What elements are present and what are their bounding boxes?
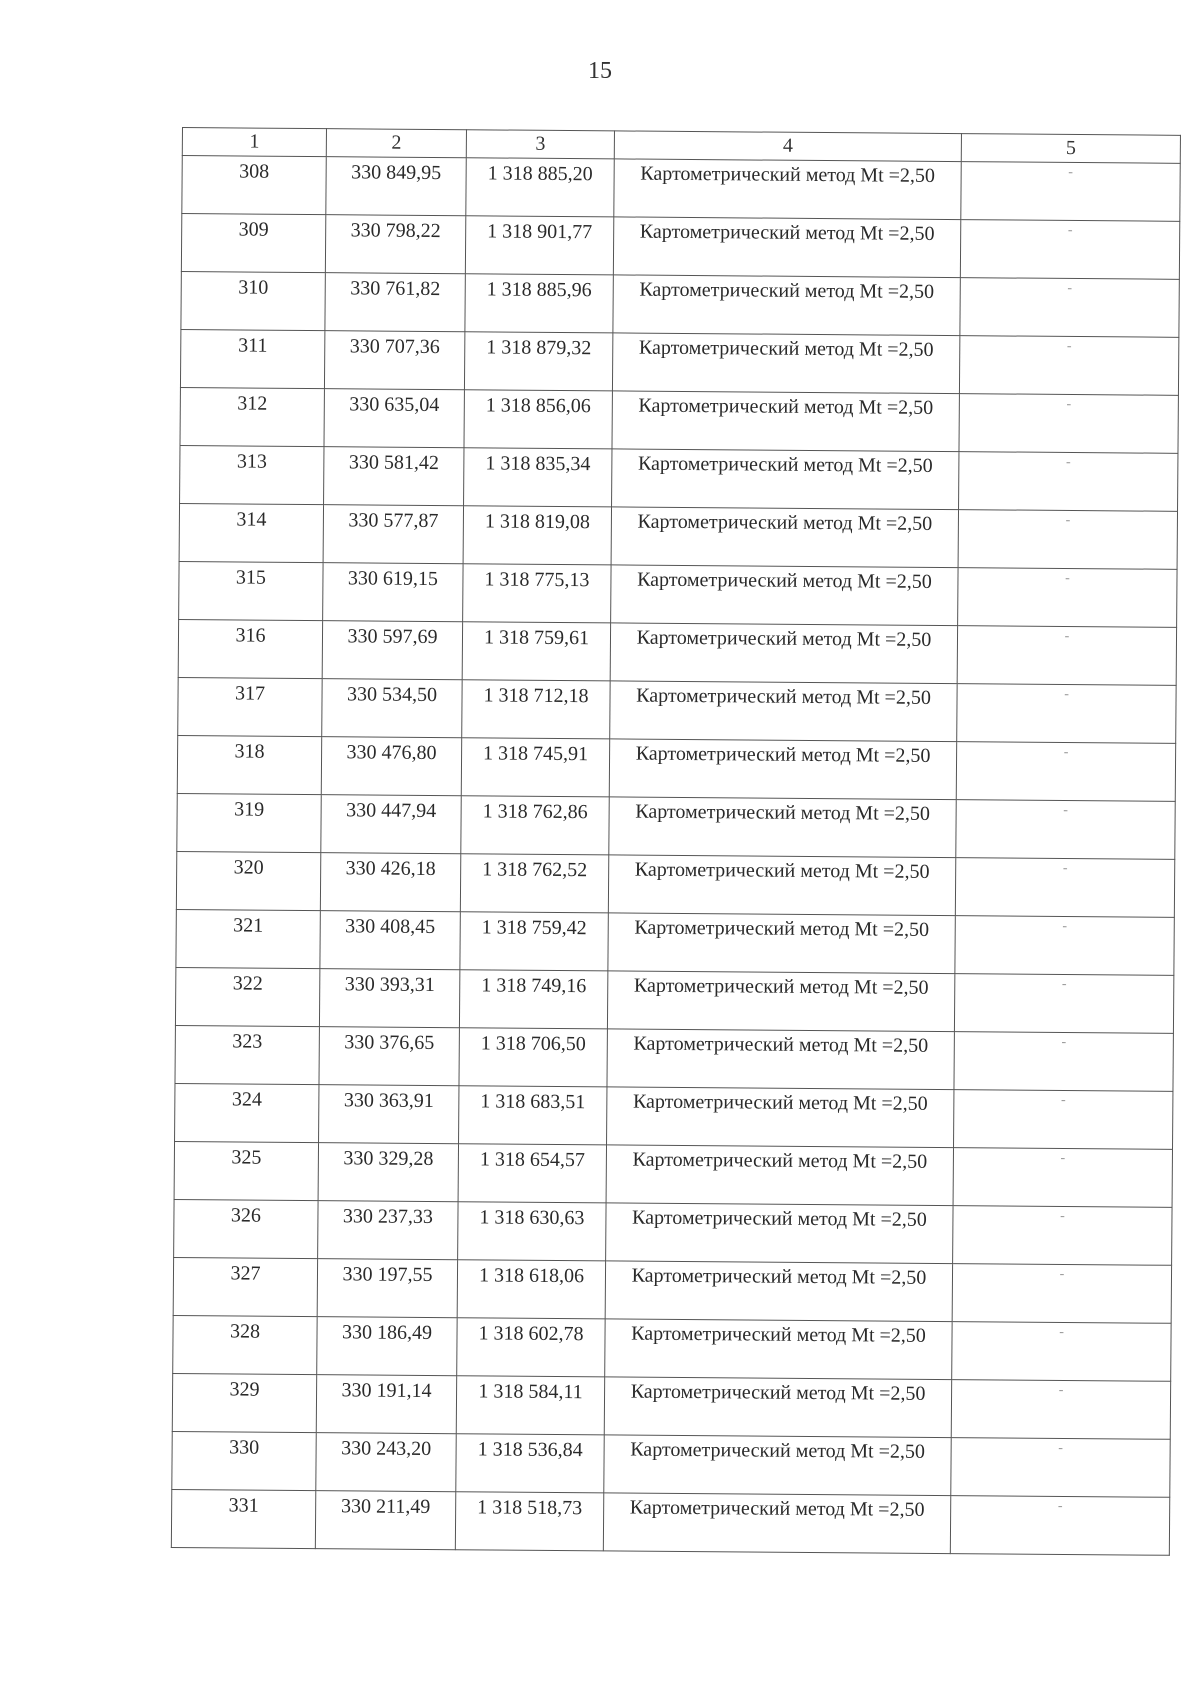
point-number-cell: 316 [178,619,322,678]
point-number-cell: 313 [180,445,324,504]
method-cell: Картометрический метод Mt =2,50 [607,1029,954,1090]
point-number-cell: 327 [173,1257,317,1316]
note-cell: - [960,220,1179,280]
table-row [182,156,1180,222]
y-coordinate-cell: 1 318 762,86 [461,796,609,855]
table-row [177,735,1175,801]
y-coordinate-cell: 1 318 683,51 [459,1086,607,1145]
x-coordinate-cell: 330 619,15 [323,563,463,622]
y-coordinate-cell: 1 318 759,42 [460,912,608,971]
column-header-4: 4 [614,131,961,162]
note-cell: - [954,1032,1173,1092]
x-coordinate-cell: 330 191,14 [316,1375,456,1434]
note-cell: - [960,278,1179,338]
y-coordinate-cell: 1 318 901,77 [465,216,613,275]
x-coordinate-cell: 330 635,04 [324,389,464,448]
point-number-cell: 328 [173,1315,317,1374]
method-cell: Картометрический метод Mt =2,50 [607,1087,954,1148]
table-row [181,214,1179,280]
method-cell: Картометрический метод Mt =2,50 [610,623,957,684]
x-coordinate-cell: 330 197,55 [317,1259,457,1318]
y-coordinate-cell: 1 318 745,91 [461,738,609,797]
table-row [176,909,1174,975]
x-coordinate-cell: 330 476,80 [321,737,461,796]
x-coordinate-cell: 330 761,82 [325,273,465,332]
table-row [175,967,1173,1033]
note-cell: - [959,452,1178,512]
x-coordinate-cell: 330 237,33 [318,1201,458,1260]
point-number-cell: 310 [181,271,325,330]
note-cell: - [954,1090,1173,1150]
note-cell: - [959,394,1178,454]
x-coordinate-cell: 330 581,42 [324,447,464,506]
table-row [172,1373,1170,1439]
note-cell: - [959,336,1178,396]
x-coordinate-cell: 330 408,45 [320,911,460,970]
table-row [175,1083,1173,1149]
point-number-cell: 322 [175,967,319,1026]
y-coordinate-cell: 1 318 885,96 [465,274,613,333]
x-coordinate-cell: 330 426,18 [320,853,460,912]
table-row [179,561,1177,627]
x-coordinate-cell: 330 447,94 [321,795,461,854]
y-coordinate-cell: 1 318 630,63 [458,1202,606,1261]
point-number-cell: 309 [181,214,325,273]
table-row [171,1489,1169,1555]
y-coordinate-cell: 1 318 712,18 [462,680,610,739]
y-coordinate-cell: 1 318 536,84 [456,1434,604,1493]
point-number-cell: 308 [182,156,326,215]
x-coordinate-cell: 330 211,49 [315,1491,455,1550]
method-cell: Картометрический метод Mt =2,50 [612,391,959,452]
x-coordinate-cell: 330 186,49 [317,1317,457,1376]
page-number: 15 [588,58,612,84]
x-coordinate-cell: 330 363,91 [319,1085,459,1144]
note-cell: - [956,742,1175,802]
y-coordinate-cell: 1 318 518,73 [455,1492,603,1551]
point-number-cell: 331 [171,1489,315,1548]
y-coordinate-cell: 1 318 759,61 [462,622,610,681]
method-cell: Картометрический метод Mt =2,50 [604,1435,951,1496]
method-cell: Картометрический метод Mt =2,50 [609,739,956,800]
y-coordinate-cell: 1 318 762,52 [460,854,608,913]
method-cell: Картометрический метод Mt =2,50 [608,855,955,916]
note-cell: - [961,162,1180,222]
column-header-3: 3 [466,130,614,159]
method-cell: Картометрический метод Mt =2,50 [606,1203,953,1264]
point-number-cell: 323 [175,1025,319,1084]
point-number-cell: 314 [179,503,323,562]
method-cell: Картометрический метод Mt =2,50 [603,1493,950,1554]
point-number-cell: 311 [180,329,324,388]
x-coordinate-cell: 330 393,31 [319,969,459,1028]
y-coordinate-cell: 1 318 706,50 [459,1028,607,1087]
table-row [179,503,1177,569]
table-row [173,1315,1171,1381]
note-cell: - [958,568,1177,628]
x-coordinate-cell: 330 534,50 [322,679,462,738]
table-row [180,329,1178,395]
note-cell: - [955,916,1174,976]
method-cell: Картометрический метод Mt =2,50 [612,333,959,394]
y-coordinate-cell: 1 318 885,20 [466,158,614,217]
x-coordinate-cell: 330 577,87 [323,505,463,564]
method-cell: Картометрический метод Mt =2,50 [613,217,960,278]
table-row [174,1141,1172,1207]
table-row [173,1257,1171,1323]
note-cell: - [954,974,1173,1034]
method-cell: Картометрический метод Mt =2,50 [609,797,956,858]
x-coordinate-cell: 330 707,36 [324,331,464,390]
y-coordinate-cell: 1 318 775,13 [463,564,611,623]
table-row [176,851,1174,917]
table-row [180,445,1178,511]
method-cell: Картометрический метод Mt =2,50 [605,1261,952,1322]
column-header-5: 5 [961,134,1180,164]
method-cell: Картометрический метод Mt =2,50 [605,1319,952,1380]
point-number-cell: 325 [174,1141,318,1200]
note-cell: - [952,1264,1171,1324]
point-number-cell: 319 [177,793,321,852]
method-cell: Картометрический метод Mt =2,50 [606,1145,953,1206]
point-number-cell: 324 [175,1083,319,1142]
table-row [177,793,1175,859]
method-cell: Картометрический метод Mt =2,50 [608,913,955,974]
method-cell: Картометрический метод Mt =2,50 [610,681,957,742]
table-body [171,156,1180,1556]
point-number-cell: 315 [179,561,323,620]
method-cell: Картометрический метод Mt =2,50 [614,159,961,220]
x-coordinate-cell: 330 597,69 [322,621,462,680]
note-cell: - [953,1206,1172,1266]
x-coordinate-cell: 330 798,22 [325,215,465,274]
method-cell: Картометрический метод Mt =2,50 [607,971,954,1032]
point-number-cell: 320 [176,851,320,910]
y-coordinate-cell: 1 318 819,08 [463,506,611,565]
table-row [174,1199,1172,1265]
table-row [172,1431,1170,1497]
note-cell: - [956,800,1175,860]
column-header-1: 1 [182,128,326,157]
point-number-cell: 329 [172,1373,316,1432]
point-number-cell: 330 [172,1431,316,1490]
table-row [175,1025,1173,1091]
note-cell: - [953,1148,1172,1208]
y-coordinate-cell: 1 318 618,06 [457,1260,605,1319]
note-cell: - [955,858,1174,918]
x-coordinate-cell: 330 329,28 [318,1143,458,1202]
coordinates-table [171,127,1181,1556]
table-row [181,271,1179,337]
note-cell: - [951,1380,1170,1440]
method-cell: Картометрический метод Mt =2,50 [613,275,960,336]
table-row [180,387,1178,453]
method-cell: Картометрический метод Mt =2,50 [611,565,958,626]
x-coordinate-cell: 330 376,65 [319,1027,459,1086]
y-coordinate-cell: 1 318 856,06 [464,390,612,449]
method-cell: Картометрический метод Mt =2,50 [611,507,958,568]
note-cell: - [950,1496,1169,1556]
table-row [178,619,1176,685]
note-cell: - [958,510,1177,570]
note-cell: - [957,626,1176,686]
point-number-cell: 326 [174,1199,318,1258]
y-coordinate-cell: 1 318 749,16 [459,970,607,1029]
x-coordinate-cell: 330 849,95 [326,157,466,216]
y-coordinate-cell: 1 318 584,11 [456,1376,604,1435]
point-number-cell: 318 [177,735,321,794]
y-coordinate-cell: 1 318 654,57 [458,1144,606,1203]
y-coordinate-cell: 1 318 602,78 [457,1318,605,1377]
coordinates-table-container [171,127,1180,1556]
column-header-2: 2 [326,129,466,158]
note-cell: - [957,684,1176,744]
table-row [178,677,1176,743]
y-coordinate-cell: 1 318 879,32 [464,332,612,391]
point-number-cell: 312 [180,387,324,446]
x-coordinate-cell: 330 243,20 [316,1433,456,1492]
point-number-cell: 321 [176,909,320,968]
y-coordinate-cell: 1 318 835,34 [464,448,612,507]
method-cell: Картометрический метод Mt =2,50 [612,449,959,510]
note-cell: - [951,1438,1170,1498]
method-cell: Картометрический метод Mt =2,50 [604,1377,951,1438]
note-cell: - [952,1322,1171,1382]
point-number-cell: 317 [178,677,322,736]
